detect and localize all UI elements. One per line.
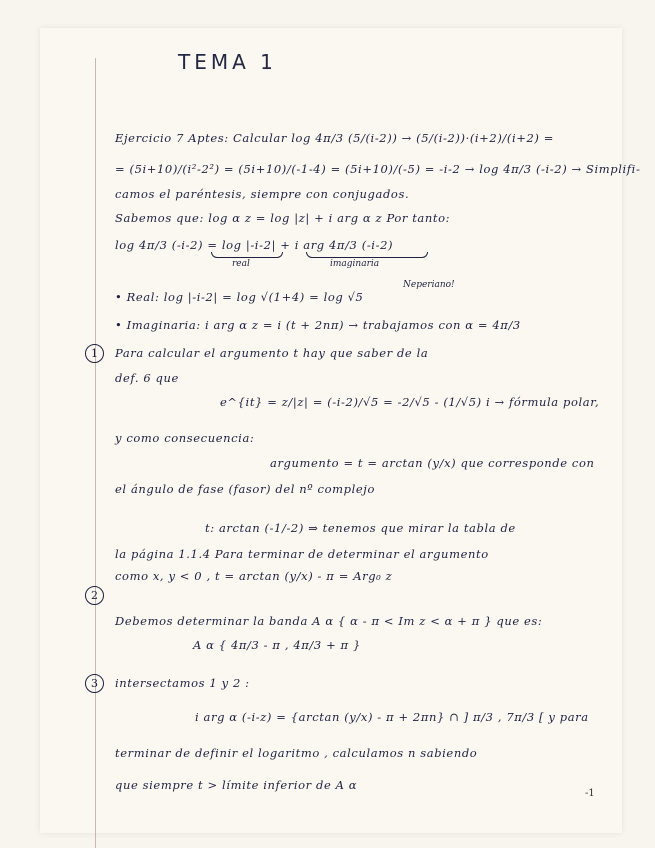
circled-number-2: 2 [85,586,104,605]
text-line-19: intersectamos 1 y 2 : [115,676,250,690]
page-title: TEMA 1 [178,50,277,74]
text-line-11: y como consecuencia: [115,431,255,445]
text-line-18: A α { 4π/3 - π , 4π/3 + π } [193,638,361,652]
text-line-2: = (5i+10)/(i²-2²) = (5i+10)/(-1-4) = (5i+10)/(-5) = -i-2 → log 4π/3 (-i-2) → Simplifi- [115,162,641,176]
text-line-1: Ejercicio 7 Aptes: Calcular log 4π/3 (5/(i-2)) → (5/(i-2))·(i+2)/(i+2) = [115,131,554,145]
text-line-4: Sabemos que: log α z = log |z| + i arg α z Por tanto: [115,211,451,225]
text-line-16: como x, y < 0 , t = arctan (y/x) - π = Arg₀ z [115,569,393,583]
text-line-12: argumento = t = arctan (y/x) que corresponde con [270,456,595,470]
text-line-21: terminar de definir el logaritmo , calculamos n sabiendo [115,746,478,760]
text-line-8: Para calcular el argumento t hay que saber de la [115,346,429,360]
underbrace-imaginaria [306,252,428,258]
text-line-6: • Real: log |-i-2| = log √(1+4) = log √5 [115,290,364,304]
margin-line [95,58,96,848]
text-line-5: log 4π/3 (-i-2) = log |-i-2| + i arg 4π/3 (-i-2) [115,238,394,252]
circled-number-3: 3 [85,674,104,693]
note-neperiano: Neperiano! [403,280,455,290]
label-real: real [232,259,250,269]
text-line-15: la página 1.1.4 Para terminar de determinar el argumento [115,547,489,561]
text-line-9: def. 6 que [115,371,179,385]
label-imaginaria: imaginaria [330,259,380,269]
text-line-3: camos el paréntesis, siempre con conjugados. [115,187,410,201]
underbrace-real [211,252,283,258]
text-line-7: • Imaginaria: i arg α z = i (t + 2nπ) → trabajamos con α = 4π/3 [115,318,521,332]
text-line-22: que siempre t > límite inferior de A α [115,778,358,792]
text-line-13: el ángulo de fase (fasor) del nº complejo [115,482,375,496]
text-line-20: i arg α (-i-z) = {arctan (y/x) - π + 2πn} ∩ ] π/3 , 7π/3 [ y para [195,710,589,724]
page-number: -1 [585,788,595,799]
text-line-17: Debemos determinar la banda A α { α - π < Im z < α + π } que es: [115,614,543,628]
notebook-page [40,28,641,833]
text-line-14: t: arctan (-1/-2) ⇒ tenemos que mirar la tabla de [205,521,516,535]
circled-number-1: 1 [85,344,104,363]
text-line-10: e^{it} = z/|z| = (-i-2)/√5 = -2/√5 - (1/√5) i → fórmula polar, [220,395,600,409]
